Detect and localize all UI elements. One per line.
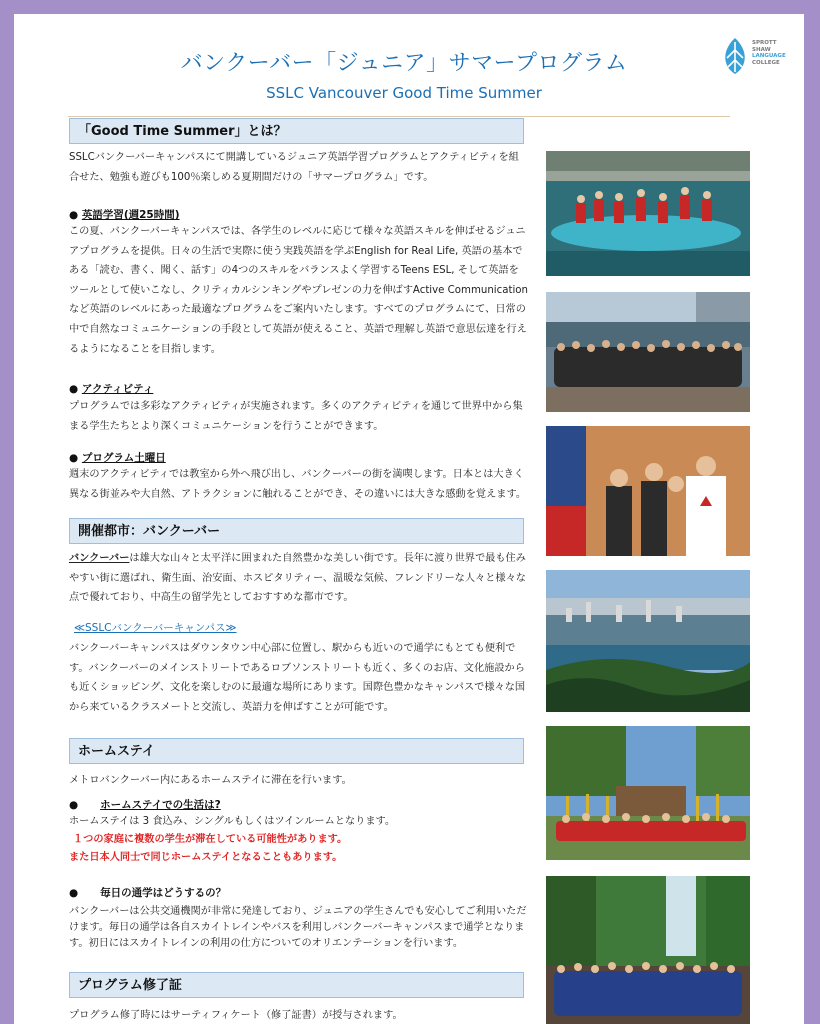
document-page	[14, 14, 804, 1024]
certificate-body: プログラム修了時にはサーティフィケート（修了証書）が授与されます。	[69, 1010, 403, 1021]
photo-forest-group	[546, 876, 750, 1024]
saturday-body: 週末のアクティビティでは教室から外へ飛び出し、バンクーバーの街を満喫します。日本とは大きく異なる街並みや大自然、アトラクションに触れることができ、その違いには大きな感動を覚えます。	[69, 469, 527, 500]
page-subtitle: SSLC Vancouver Good Time Summer	[266, 84, 542, 102]
activity-body: プログラムでは多彩なアクティビティが実施されます。多くのアクティビティを通じて世界中から集まる学生たちとより深くコミュニケーションを行うことができます。	[69, 401, 523, 432]
city-body: バンクーバーは雄大な山々と太平洋に囲まれた自然豊かな美しい街です。長年に渡り世界で最も住みやすい街に選ばれ、衛生面、治安面、ホスピタリティー、温暖な気候、フレンドリーな人々と様々な点で優れており、中高生の留学先としておすすめな都市です。	[69, 553, 526, 604]
photo-vancouver-skyline	[546, 570, 750, 712]
homestay-q2: ● 毎日の通学はどうするの？	[69, 887, 227, 899]
activity-heading: ● アクティビティ	[69, 383, 154, 395]
about-intro: SSLCバンクーバーキャンパスにて開講しているジュニア英語学習プログラムとアクティビティを組合せた、勉強も遊びも100％楽しめる夏期間だけの「サマープログラム」です。	[69, 152, 519, 183]
homestay-a2: バンクーバーは公共交通機関が非常に発達しており、ジュニアの学生さんでも安心してご利用いただけます。毎日の通学は各自スカイトレインやバスを利用しバンクーバーキャンパスまで通学となります。初日にはスカイトレインの利用の仕方についてのオリエンテーションを行います。	[69, 906, 527, 949]
homestay-warning-2: また日本人同士で同じホームステイとなることもあります。	[69, 852, 343, 863]
page-title: バンクーバー「ジュニア」サマープログラム	[180, 51, 628, 76]
photo-canoe-group	[546, 726, 750, 860]
header-divider	[68, 116, 730, 117]
homestay-q1: ● ホームステイでの生活は?	[69, 799, 221, 811]
section-heading-about: 「Good Time Summer」とは？	[69, 118, 524, 144]
section-heading-city: 開催都市：バンクーバー	[69, 518, 524, 544]
saturday-heading: ● プログラム土曜日	[69, 452, 166, 464]
logo-wordmark: SPROTT SHAW LANGUAGE COLLEGE	[752, 40, 786, 66]
english-body: この夏、バンクーバーキャンパスでは、各学生のレベルに応じて様々な英語スキルを伸ばせるジュニアプログラムを提供。日々の生活で実際に使う実践英語を学ぶEnglish for Real Life, 英語の基本である「読む、書く、聞く、話す」の4つのスキルをバランスよく学習するTeens ESL, そして英語をツールとして使いこなし、クリティカルシンキングやプレゼンの力を伸ばすActive Communicationなど英語のレベルにあった最適なプログラムをご案内いたします。すべてのプログラムにて、日常の中で自然なコミュニケーションの手段として英語が使えること、英語で理解し英語で意思伝達を行えるようになることを目指します。	[69, 226, 528, 355]
sslc-logo	[720, 36, 800, 80]
homestay-intro: メトロバンクーバー内にあるホームステイに滞在を行います。	[69, 775, 352, 786]
section-heading-certificate: プログラム修了証	[69, 972, 524, 998]
english-heading: ● 英語学習(週25時間)	[69, 209, 180, 221]
section-heading-homestay: ホームステイ	[69, 738, 524, 764]
photo-canada-day	[546, 426, 750, 556]
leaf-logo-icon	[720, 36, 750, 76]
photo-group-waterfront	[546, 292, 750, 412]
campus-link[interactable]: ≪SSLCバンクーバーキャンパス≫	[74, 622, 237, 634]
photo-rafting	[546, 151, 750, 276]
homestay-a1: ホームステイは 3 食込み、シングルもしくはツインルームとなります。 １つの家庭に複数の学生が滞在している可能性があります。 また日本人同士で同じホームステイとなることもあります。	[69, 813, 529, 867]
campus-body: バンクーバーキャンパスはダウンタウン中心部に位置し、駅からも近いので通学にもとても便利です。バンクーバーのメインストリートであるロブソンストリートも近く、多くのお店、文化施設からも近くショッピング、文化を楽しむのに最適な場所にあります。国際色豊かなキャンパスで様々な国から来ているクラスメートと交流し、英語力を伸ばすことが可能です。	[69, 643, 526, 713]
homestay-warning-1: １つの家庭に複数の学生が滞在している可能性があります。	[73, 834, 348, 845]
